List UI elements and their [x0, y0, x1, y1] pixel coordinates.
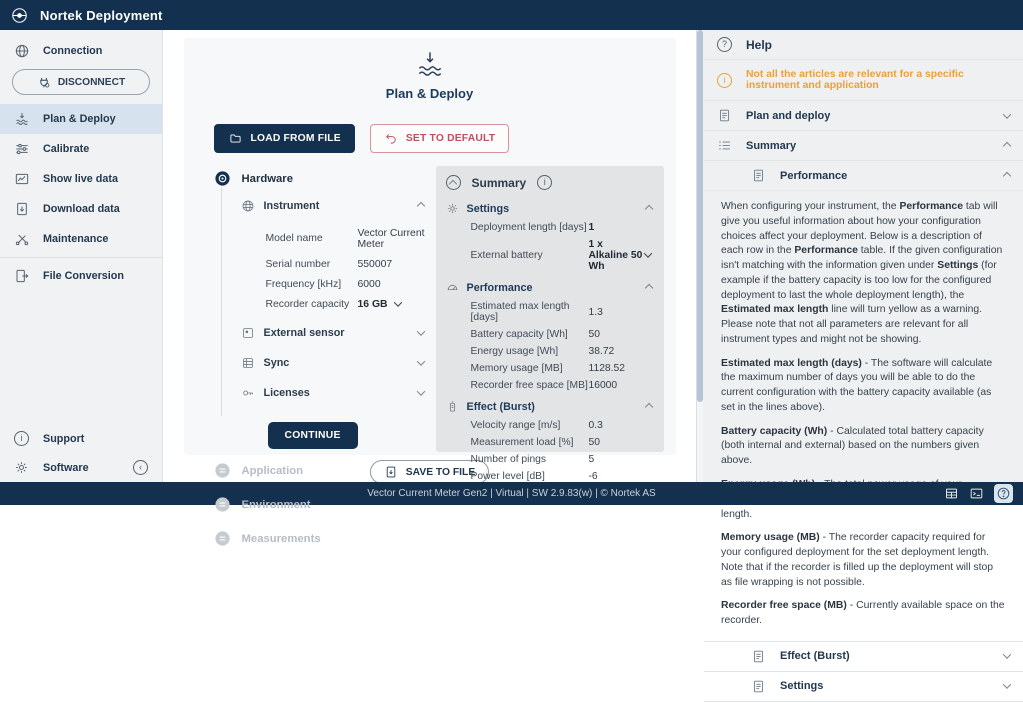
help-row-settings[interactable] [704, 672, 1023, 702]
document-icon [751, 649, 766, 664]
external-battery-select[interactable]: 1 x Alkaline 50 Wh [588, 239, 643, 272]
help-panel [696, 30, 1023, 693]
set-to-default-label: SET TO DEFAULT [405, 133, 496, 144]
application-step-icon [214, 462, 231, 479]
sidebar [0, 30, 163, 482]
gear-icon [446, 202, 459, 215]
key-icon [241, 386, 255, 400]
list-icon [717, 138, 732, 153]
chevron-up-icon [646, 282, 654, 294]
instrument-icon [241, 199, 255, 213]
chevron-down-icon[interactable] [645, 250, 651, 261]
summary-row-estimated-max-length [446, 298, 654, 326]
help-header [704, 30, 1023, 60]
sidebar-item-label: Support [43, 432, 85, 445]
field-value: 6000 [357, 278, 381, 290]
help-row-effect-burst[interactable] [704, 642, 1023, 672]
help-warning [704, 60, 1023, 101]
step-environment[interactable] [214, 492, 430, 517]
load-from-file-label: LOAD FROM FILE [250, 133, 341, 144]
sliders-icon [14, 141, 30, 157]
summary-row-value: 5 [588, 454, 595, 465]
terminal-icon[interactable] [969, 486, 984, 501]
document-icon [751, 168, 766, 183]
help-toggle-icon[interactable] [994, 484, 1013, 503]
summary-row-velocity-range [446, 417, 654, 434]
sidebar-item-label: Maintenance [43, 233, 109, 245]
load-from-file-button[interactable] [214, 124, 355, 153]
summary-row-label: Number of pings [470, 454, 547, 465]
help-paragraph: Battery capacity (Wh) - Calculated total battery capacity (both internal and external) based on the numbers given above. [721, 425, 984, 467]
step-hardware[interactable] [214, 166, 430, 191]
field-recorder-capacity [266, 294, 430, 314]
summary-row-memory-usage [446, 360, 654, 377]
recorder-capacity-select[interactable]: 16 GB [357, 298, 388, 310]
summary-header [446, 175, 654, 196]
top-bar [0, 0, 1023, 30]
plug-icon [37, 75, 51, 89]
summary-section-settings[interactable] [446, 196, 654, 219]
collapse-summary-button[interactable] [446, 175, 461, 190]
section-label: External sensor [263, 327, 345, 339]
sidebar-item-connection[interactable] [0, 36, 162, 66]
summary-info-icon[interactable]: i [537, 175, 552, 190]
summary-section-performance[interactable] [446, 275, 654, 298]
field-label: Recorder capacity [265, 298, 350, 310]
step-label: Application [241, 464, 304, 477]
field-model-name [266, 223, 430, 254]
summary-title: Summary [471, 175, 527, 190]
step-label: Measurements [241, 532, 321, 545]
summary-row-label: Battery capacity [Wh] [470, 329, 568, 340]
chevron-down-icon [1004, 110, 1010, 122]
field-frequency [266, 274, 430, 294]
help-scrollbar[interactable] [697, 30, 703, 482]
environment-step-icon [214, 496, 231, 513]
chevron-down-icon [418, 387, 430, 399]
file-convert-icon [14, 268, 30, 284]
help-scrollbar-thumb[interactable] [697, 30, 703, 402]
field-value: Vector Current Meter [357, 227, 425, 250]
download-icon [14, 201, 30, 217]
summary-row-label: Estimated max length [days] [470, 301, 570, 323]
field-label: Model name [265, 233, 323, 244]
sidebar-item-plan-deploy[interactable] [0, 104, 162, 134]
section-sync[interactable] [241, 348, 430, 378]
summary-row-value: 38.72 [588, 346, 615, 357]
sidebar-spacer [0, 291, 162, 424]
section-licenses[interactable] [241, 378, 430, 408]
step-label: Environment [241, 498, 311, 511]
hardware-step-icon [214, 170, 231, 187]
page-header [184, 38, 676, 101]
field-label: Serial number [265, 258, 331, 270]
chevron-up-icon [646, 203, 654, 215]
help-warning-text: Not all the articles are relevant for a specific instrument and application [746, 69, 964, 91]
globe-icon [14, 43, 30, 59]
summary-row-label: Energy usage [Wh] [470, 346, 559, 357]
sidebar-item-maintenance[interactable] [0, 224, 162, 254]
stepper-line [221, 188, 222, 416]
summary-row-value: 1128.52 [588, 363, 625, 374]
status-bar [0, 482, 1023, 505]
help-paragraph: Estimated max length (days) - The software will calculate the maximum number of days you will be able to do the current configuration with the battery capacity available (as set in the lines above). [721, 357, 993, 413]
help-row-label: Performance [780, 169, 848, 182]
summary-section-label: Performance [466, 281, 533, 294]
help-row-plan-and-deploy[interactable] [704, 101, 1023, 131]
document-icon [751, 679, 766, 694]
measurements-step-icon [214, 530, 231, 547]
help-row-label: Settings [780, 680, 824, 693]
chevron-down-icon [1004, 680, 1010, 692]
sidebar-item-software[interactable] [0, 453, 133, 482]
chevron-down-icon[interactable] [395, 299, 401, 310]
summary-row-value: 50 [588, 329, 600, 340]
summary-row-label: Power level [dB] [470, 471, 545, 482]
summary-row-label: External battery [470, 250, 543, 261]
sensor-icon [241, 326, 255, 340]
help-paragraph: Memory usage (MB) - The recorder capacity required for your configured deployment for the set deployment length. Note that if the recorder is filled up the deployment will stop as file wrapping is not possible. [721, 532, 994, 588]
save-to-file-label: SAVE TO FILE [405, 466, 476, 478]
sidebar-software-row [0, 453, 162, 482]
summary-row-label: Measurement load [%] [470, 437, 574, 448]
summary-row-recorder-free-space [446, 377, 654, 394]
summary-row-external-battery [446, 236, 654, 275]
info-icon: i [717, 73, 732, 88]
undo-icon [384, 132, 398, 145]
deploy-waves-icon [412, 49, 448, 81]
chevron-down-icon [418, 327, 430, 339]
gear-icon [14, 460, 30, 475]
summary-section-effect-burst[interactable] [446, 394, 654, 417]
status-text: Vector Current Meter Gen2 | Virtual | SW 2.9.83(w) | © Nortek AS [367, 488, 656, 499]
summary-row-energy-usage [446, 343, 654, 360]
gauge-icon [446, 281, 459, 294]
field-serial-number [266, 254, 430, 274]
sidebar-divider [0, 257, 162, 258]
summary-section-label: Settings [466, 202, 510, 215]
summary-row-value: 1.3 [588, 306, 603, 318]
continue-wrap [268, 422, 430, 449]
help-row-performance[interactable] [704, 161, 1023, 191]
step-measurements[interactable] [214, 526, 430, 551]
app-title: Nortek Deployment [40, 7, 163, 23]
tools-icon [14, 231, 30, 247]
sidebar-item-label: File Conversion [43, 270, 124, 282]
deploy-icon [14, 111, 30, 127]
summary-row-value: 16000 [588, 380, 618, 391]
field-value: 550007 [357, 258, 393, 270]
chevron-down-icon [418, 357, 430, 369]
summary-row-value: -6 [588, 471, 598, 482]
hardware-stepper [198, 166, 430, 551]
sidebar-item-download-data[interactable] [0, 194, 162, 224]
continue-button[interactable]: CONTINUE [268, 422, 358, 449]
field-label: Frequency [kHz] [265, 278, 342, 290]
step-application[interactable] [214, 458, 430, 483]
summary-section-label: Effect (Burst) [466, 400, 535, 413]
section-label: Licenses [263, 387, 310, 399]
nortek-logo-icon [11, 7, 28, 24]
summary-row-label: Memory usage [MB] [470, 363, 563, 374]
disconnect-label: DISCONNECT [57, 76, 126, 88]
document-icon [717, 108, 732, 123]
sidebar-item-show-live-data[interactable] [0, 164, 162, 194]
sidebar-item-label: Plan & Deploy [43, 113, 116, 125]
help-row-label: Effect (Burst) [780, 650, 850, 663]
section-label: Instrument [263, 200, 320, 212]
collapse-sidebar-button[interactable]: ‹ [133, 460, 148, 475]
summary-row-label: Recorder free space [MB] [470, 380, 588, 391]
help-paragraph: Recorder free space (MB) - Currently available space on the recorder. [721, 600, 1005, 627]
info-icon: i [14, 431, 30, 446]
section-external-sensor[interactable] [241, 318, 430, 348]
chevron-down-icon [1004, 650, 1010, 662]
hardware-sections [241, 191, 430, 449]
folder-icon [228, 132, 243, 145]
chevron-up-icon [646, 401, 654, 413]
page-title: Plan & Deploy [385, 86, 474, 101]
sidebar-item-label: Download data [43, 203, 120, 215]
sidebar-item-label: Connection [43, 45, 103, 57]
status-icons [944, 484, 1023, 503]
file-actions [214, 124, 676, 153]
help-title: Help [746, 37, 773, 52]
sidebar-item-label: Calibrate [43, 143, 90, 155]
help-article-performance [704, 191, 1023, 642]
sidebar-item-file-conversion[interactable] [0, 261, 162, 291]
summary-row-label: Velocity range [m/s] [470, 420, 561, 431]
summary-row-value: 50 [588, 437, 600, 448]
help-row-summary[interactable] [704, 131, 1023, 161]
help-row-label: Plan and deploy [746, 109, 831, 122]
help-row-label: Summary [746, 139, 797, 152]
sidebar-item-support[interactable] [0, 424, 162, 453]
grid-view-icon[interactable] [944, 486, 959, 501]
instrument-fields [241, 221, 430, 318]
summary-row-value: 1 [588, 222, 595, 233]
battery-icon [446, 400, 459, 413]
sidebar-item-calibrate[interactable] [0, 134, 162, 164]
section-instrument[interactable] [241, 191, 430, 221]
sidebar-item-label: Show live data [43, 173, 118, 185]
chevron-up-icon [1004, 170, 1010, 182]
help-icon: ? [717, 37, 732, 52]
disconnect-button[interactable] [12, 69, 150, 95]
summary-row-label: Deployment length [days] [470, 222, 587, 233]
summary-row-number-of-pings [446, 451, 654, 468]
step-label: Hardware [241, 172, 293, 185]
chart-icon [14, 171, 30, 187]
set-to-default-button[interactable] [370, 124, 509, 153]
summary-row-deployment-length [446, 219, 654, 236]
summary-row-measurement-load [446, 434, 654, 451]
summary-row-battery-capacity [446, 326, 654, 343]
section-label: Sync [263, 357, 290, 369]
help-paragraph: When configuring your instrument, the Performance tab will give you useful information about how your configuration choices affect your deployment. Below is a description of each row in the Performance table. If the given configuration isn't matching with the information given under Settings (for example if the battery capacity is too low for the configured deployment to last the whole deployment length), the Estimated max length line will turn yellow as a warning. Please note that not all parameters are relevant for all instrument types and might not be showing. [721, 201, 1003, 345]
sidebar-item-label: Software [43, 461, 89, 474]
summary-row-value: 0.3 [588, 420, 603, 431]
sync-icon [241, 356, 255, 370]
help-paragraph: length. [721, 508, 753, 520]
chevron-up-icon [418, 200, 430, 212]
chevron-up-icon [1004, 140, 1010, 152]
